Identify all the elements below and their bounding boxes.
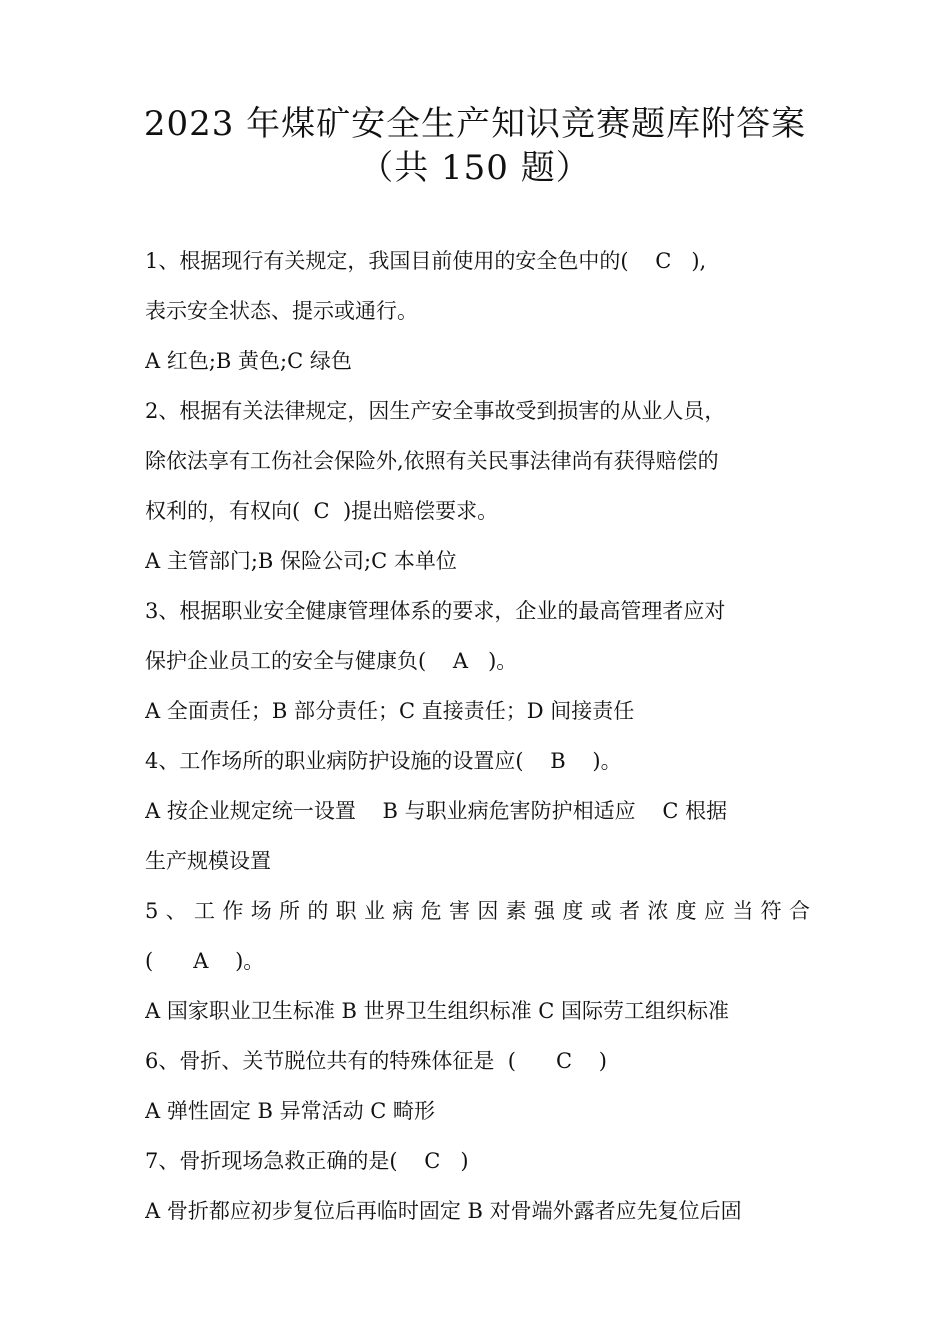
- question-7-options-line-1: A 骨折都应初步复位后再临时固定 B 对骨端外露者应先复位后固: [145, 1199, 742, 1223]
- question-6-line-1: 6、骨折、关节脱位共有的特殊体征是 ( C ): [145, 1049, 607, 1073]
- question-4-options-line-2: 生产规模设置: [145, 849, 271, 873]
- question-1-line-1: 1、根据现行有关规定，我国目前使用的安全色中的( C ),: [145, 249, 707, 273]
- question-3-line-2: 保护企业员工的安全与健康负( A )。: [145, 649, 518, 673]
- document-body: [145, 236, 810, 1236]
- question-2-line-2: 除依法享有工伤社会保险外,依照有关民事法律尚有获得赔偿的: [145, 449, 719, 473]
- document-subtitle: （共 150 题）: [359, 148, 591, 188]
- question-6-options: A 弹性固定 B 异常活动 C 畸形: [145, 1099, 436, 1123]
- question-4-line-1: 4、工作场所的职业病防护设施的设置应( B )。: [145, 749, 622, 773]
- question-5-line-2: ( A )。: [145, 949, 265, 973]
- question-1-line-2: 表示安全状态、提示或通行。: [145, 299, 418, 323]
- question-5-options: A 国家职业卫生标准 B 世界卫生组织标准 C 国际劳工组织标准: [145, 999, 730, 1023]
- question-3-line-1: 3、根据职业安全健康管理体系的要求，企业的最高管理者应对: [145, 599, 726, 623]
- question-2-options: A 主管部门;B 保险公司;C 本单位: [145, 549, 457, 573]
- question-7-line-1: 7、骨折现场急救正确的是( C ): [145, 1149, 469, 1173]
- question-2-line-1: 2、根据有关法律规定，因生产安全事故受到损害的从业人员，: [145, 399, 726, 423]
- question-2-line-3: 权利的，有权向( C )提出赔偿要求。: [145, 499, 499, 523]
- question-5-line-1: 5、工作场所的职业病危害因素强度或者浓度应当符合: [145, 899, 810, 923]
- question-3-options: A 全面责任；B 部分责任；C 直接责任；D 间接责任: [145, 699, 635, 723]
- question-4-options-line-1: A 按企业规定统一设置 B 与职业病危害防护相适应 C 根据: [145, 799, 728, 823]
- question-1-options: A 红色;B 黄色;C 绿色: [145, 349, 352, 373]
- document-title: 2023 年煤矿安全生产知识竞赛题库附答案: [143, 104, 807, 144]
